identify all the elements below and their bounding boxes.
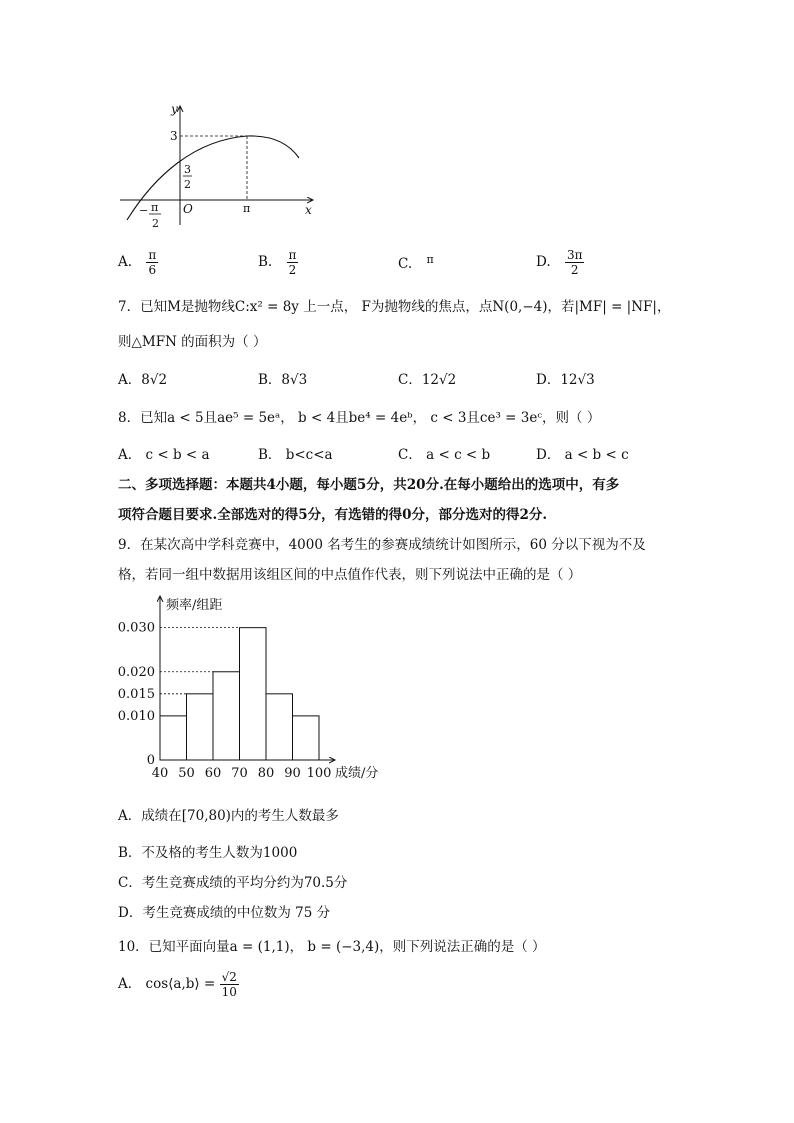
y-max-label: 3 (170, 129, 178, 143)
q6-b-num: π (288, 248, 297, 262)
sine-graph (115, 100, 325, 260)
q7-line1: 7．已知M是抛物线C:x² = 8y 上一点， F为抛物线的焦点，点N(0,−4)，若|MF| = |NF|， (118, 299, 671, 315)
hist-x-label: 成绩/分 (335, 766, 379, 781)
hist-y-tick-label: 0.030 (117, 620, 155, 636)
hist-bar-70-80 (240, 628, 267, 760)
x-pi-label: π (243, 202, 251, 215)
q6-option-d[interactable] (536, 248, 584, 277)
q6-a-den: 6 (148, 263, 157, 277)
hist-bar-60-70 (213, 672, 240, 760)
q7-option-b[interactable]: B．8√3 (258, 372, 308, 388)
histogram-chart (110, 590, 400, 785)
q6-d-num: 3π (566, 248, 583, 262)
q10-a-den: 10 (221, 985, 237, 999)
x-neg-prefix: − (139, 204, 149, 217)
q7-option-d[interactable]: D．12√3 (536, 372, 595, 388)
section2-line2: 项符合题目要求.全部选对的得5分，有选错的得0分，部分选对的得2分. (118, 507, 548, 523)
q9-option-c[interactable]: C．考生竞赛成绩的平均分约为70.5分 (118, 875, 348, 891)
hist-bar-50-60 (187, 694, 214, 760)
q8-option-b[interactable]: B． b<c<a (258, 447, 333, 463)
q6-b-den: 2 (288, 263, 297, 277)
q6-option-c[interactable] (398, 253, 434, 272)
q6-d-letter: D. (536, 254, 551, 270)
q6-c-val: π (426, 253, 434, 266)
hist-x-tick-label: 40 (151, 766, 169, 781)
hist-x-tick-label: 60 (204, 766, 222, 781)
q8-option-c[interactable]: C． a < c < b (398, 447, 491, 463)
x-axis-label: x (305, 203, 312, 217)
q9-line2: 格，若同一组中数据用该组区间的中点值作代表，则下列说法中正确的是（ ） (118, 567, 582, 583)
section2-line1: 二、多项选择题：本题共4小题，每小题5分，共20分.在每小题给出的选项中，有多 (118, 477, 620, 493)
hist-x-tick-label: 90 (284, 766, 301, 781)
y-mid-num: 3 (184, 163, 191, 176)
hist-x-tick-label: 70 (231, 766, 248, 781)
x-neg-num: π (151, 201, 159, 214)
q6-option-a[interactable] (118, 248, 158, 277)
q9-option-b[interactable]: B．不及格的考生人数为1000 (118, 845, 298, 861)
hist-y-tick-label: 0.010 (117, 708, 155, 724)
hist-bar-40-50 (160, 716, 187, 760)
q6-option-b[interactable] (258, 248, 298, 277)
hist-x-tick-label: 100 (306, 766, 332, 781)
q6-a-letter: A. (118, 254, 133, 270)
hist-y-tick-label: 0.015 (117, 686, 155, 702)
q7-line2: 则△MFN 的面积为（ ） (118, 334, 267, 350)
q8-option-d[interactable]: D． a < b < c (536, 447, 629, 463)
q9-option-d[interactable]: D．考生竞赛成绩的中位数为 75 分 (118, 905, 331, 921)
q6-a-num: π (148, 248, 157, 262)
hist-y-tick-label: 0 (146, 753, 155, 768)
q9-line1: 9．在某次高中学科竞赛中，4000 名考生的参赛成绩统计如图所示，60 分以下视为不及 (118, 537, 646, 553)
hist-bar-90-100 (293, 716, 320, 760)
y-axis-label: y (171, 102, 178, 116)
x-neg-den: 2 (152, 217, 159, 230)
hist-x-tick-label: 50 (178, 766, 195, 781)
q9-option-a[interactable]: A．成绩在[70,80)内的考生人数最多 (118, 808, 339, 824)
q6-d-den: 2 (570, 263, 579, 277)
q10-a-num: √2 (221, 970, 237, 984)
q8-line1: 8．已知a < 5且ae⁵ = 5eᵃ， b < 4且be⁴ = 4eᵇ， c < 3且ce³ = 3eᶜ，则（ ） (118, 410, 601, 426)
q6-c-letter: C. (398, 256, 413, 272)
q8-option-a[interactable]: A． c < b < a (118, 447, 210, 463)
hist-x-tick-label: 80 (257, 766, 275, 781)
q7-option-c[interactable]: C．12√2 (398, 372, 457, 388)
hist-bar-80-90 (266, 694, 293, 760)
q6-b-letter: B. (258, 254, 273, 270)
q10-a-prefix: A． cos⟨a,b⟩ = (118, 976, 216, 992)
hist-y-label: 频率/组距 (166, 598, 223, 613)
origin-label: O (183, 202, 193, 216)
hist-y-tick-label: 0.020 (117, 664, 155, 680)
q10-line1: 10．已知平面向量a = (1,1)， b = (−3,4)，则下列说法正确的是（ ） (118, 939, 546, 955)
q10-option-a[interactable] (118, 970, 239, 999)
y-mid-den: 2 (184, 178, 191, 191)
q7-option-a[interactable]: A．8√2 (118, 372, 168, 388)
